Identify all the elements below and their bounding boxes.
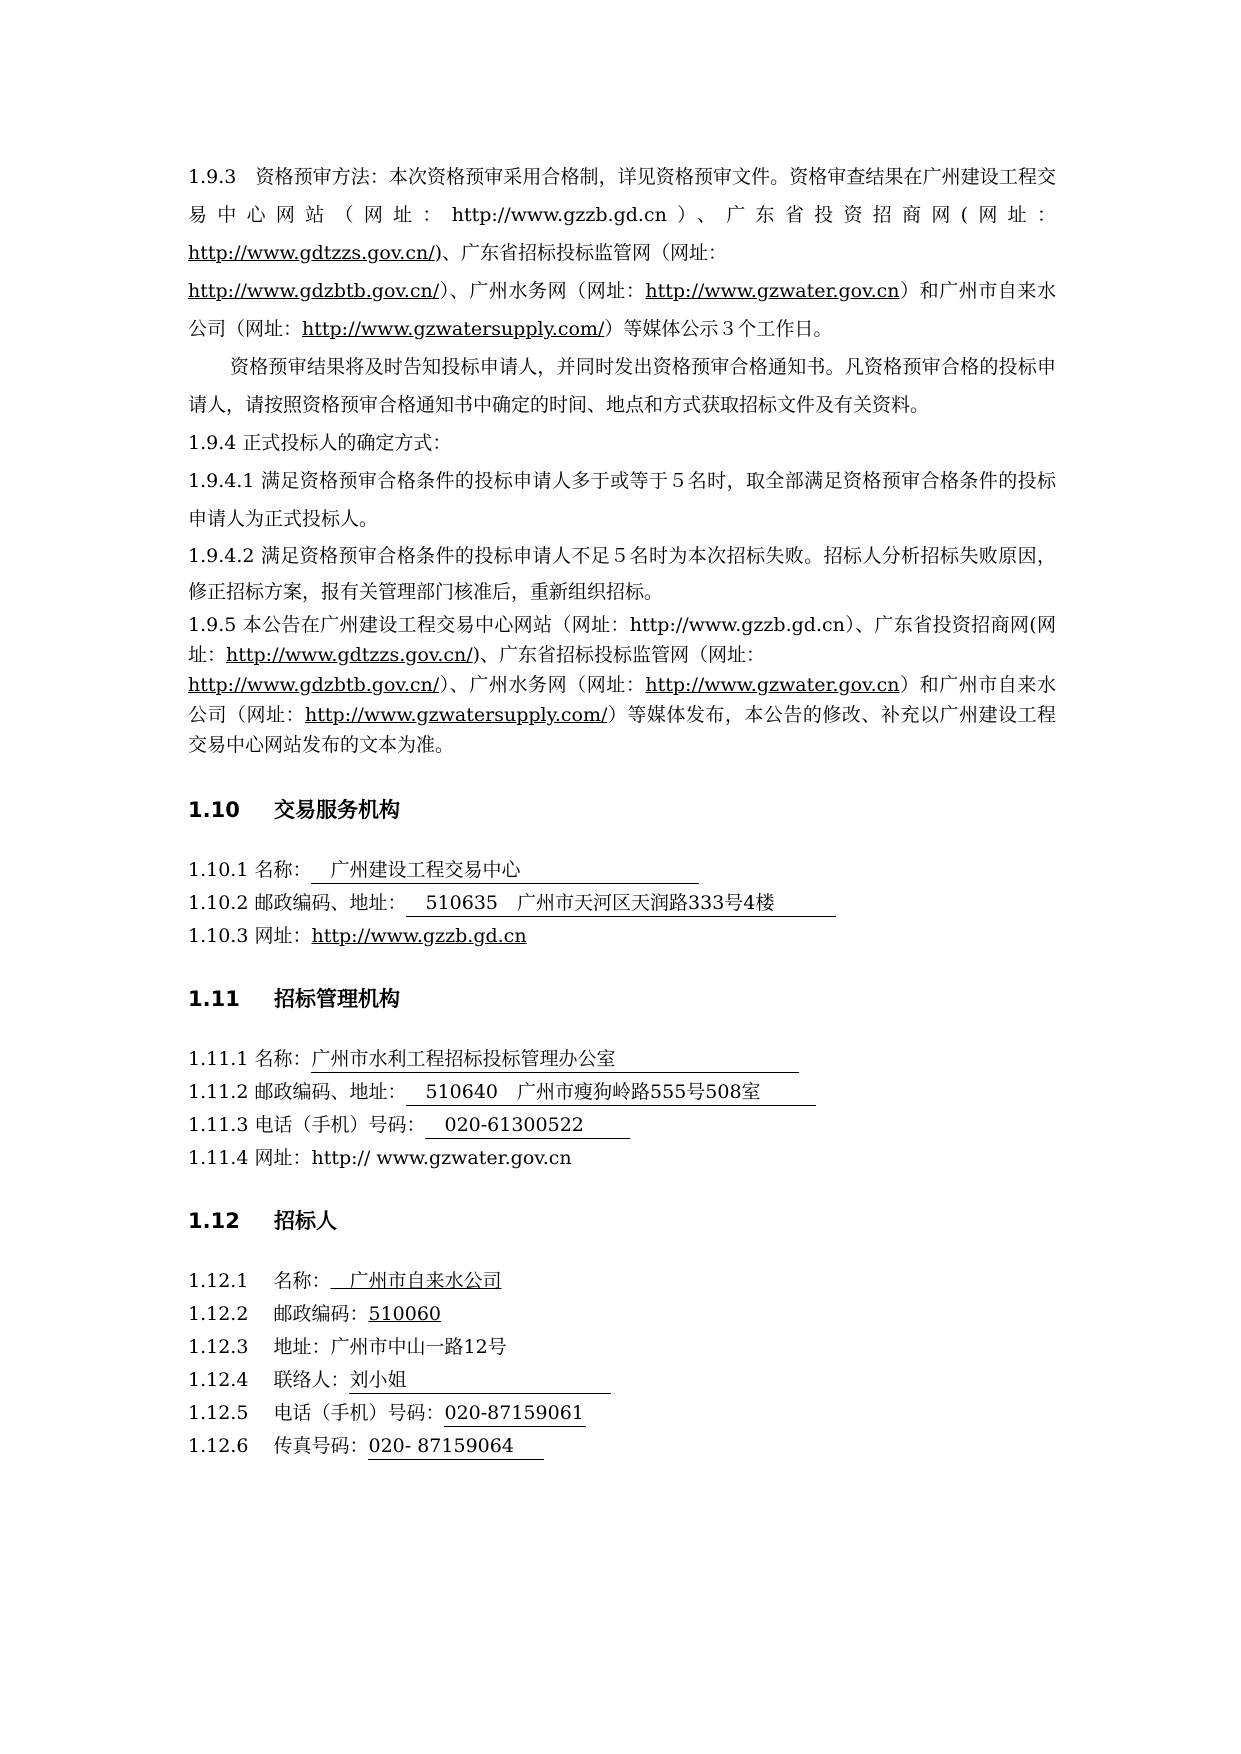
section-1-10-list (188, 854, 1056, 953)
item-value: 510635 广州市天河区天润路333号4楼 (406, 890, 836, 917)
list-item (188, 1109, 1056, 1142)
link-gzwatersupply-2[interactable]: http://www.gzwatersupply.com/ (305, 704, 608, 726)
list-item (188, 1076, 1056, 1109)
item-value: 广州市中山一路12号 (330, 1336, 507, 1358)
paragraph-1-9-3-result: 资格预审结果将及时告知投标申请人，并同时发出资格预审合格通知书。凡资格预审合格的投标申请人，请按照资格预审合格通知书中确定的时间、地点和方式获取招标文件及有关资料。 (188, 356, 1056, 416)
list-item (188, 1043, 1056, 1076)
text: )、广东省招标投标监管网（网址： (472, 644, 766, 666)
section-1-12-list (188, 1265, 1056, 1463)
item-key: 1.11.1 名称： (188, 1048, 312, 1070)
item-value: 020-87159061 (444, 1400, 586, 1427)
list-item (188, 920, 1056, 953)
item-value: http:// www.gzwater.gov.cn (311, 1147, 572, 1169)
link-gdzbtb-2[interactable]: http://www.gdzbtb.gov.cn/ (188, 674, 440, 696)
item-value: 广州市自来水公司 (330, 1270, 502, 1292)
paragraph-1-9-5 (188, 610, 1056, 760)
link-gdtzzs-2[interactable]: http://www.gdtzzs.gov.cn/ (226, 644, 473, 666)
list-item (188, 887, 1056, 920)
link-gzwater-2[interactable]: http://www.gzwater.gov.cn (645, 674, 900, 696)
section-heading-1-12 (188, 1205, 1056, 1235)
item-key: 1.12.2 邮政编码： (188, 1303, 369, 1325)
item-key: 1.12.6 传真号码： (188, 1435, 369, 1457)
text: ）和广州市自来水公司（网址： (188, 674, 1056, 726)
text: ）、广州水务网（网址： (439, 280, 646, 302)
item-key: 1.10.2 邮政编码、地址： (188, 892, 407, 914)
link-gdtzzs[interactable]: http://www.gdtzzs.gov.cn/ (188, 242, 435, 264)
link-gzwater[interactable]: http://www.gzwater.gov.cn (645, 280, 900, 302)
item-value: 510060 (368, 1303, 442, 1325)
item-value: 020-61300522 (425, 1112, 630, 1139)
item-key: 1.12.5 电话（手机）号码： (188, 1402, 445, 1424)
section-number: 1.11 (188, 987, 240, 1011)
item-value: 020- 87159064 (368, 1433, 544, 1460)
text: )、广东省招标投标监管网（网址： (434, 242, 728, 264)
section-number: 1.10 (188, 798, 240, 822)
section-title: 交易服务机构 (274, 798, 400, 822)
section-number: 1.12 (188, 1209, 240, 1233)
list-item (188, 1364, 1056, 1397)
section-title: 招标管理机构 (274, 987, 400, 1011)
item-value: 510640 广州市瘦狗岭路555号508室 (406, 1079, 816, 1106)
item-key: 1.12.3 地址： (188, 1336, 331, 1358)
list-item (188, 1298, 1056, 1331)
list-item (188, 854, 1056, 887)
item-key: 1.10.1 名称： (188, 859, 312, 881)
item-key: 1.12.4 联络人： (188, 1369, 350, 1391)
paragraph-1-9-3 (188, 158, 1056, 348)
list-item (188, 1142, 1056, 1175)
section-heading-1-11 (188, 983, 1056, 1013)
list-item (188, 1265, 1056, 1298)
section-heading-1-10 (188, 794, 1056, 824)
list-item (188, 1397, 1056, 1430)
item-key: 1.11.2 邮政编码、地址： (188, 1081, 407, 1103)
list-item (188, 1331, 1056, 1364)
item-key: 1.11.4 网址： (188, 1147, 312, 1169)
section-title: 招标人 (274, 1209, 337, 1233)
paragraph-1-9-4: 1.9.4 正式投标人的确定方式： (188, 432, 452, 454)
text: ）、广州水务网（网址： (439, 674, 646, 696)
link-gdzbtb[interactable]: http://www.gdzbtb.gov.cn/ (188, 280, 440, 302)
paragraph-1-9-4-2: 1.9.4.2 满足资格预审合格条件的投标申请人不足５名时为本次招标失败。招标人分析招标失败原因，修正招标方案，报有关管理部门核准后，重新组织招标。 (188, 545, 1056, 603)
item-value: 刘小姐 (349, 1367, 611, 1394)
item-key: 1.11.3 电话（手机）号码： (188, 1114, 426, 1136)
link-gzzb[interactable]: http://www.gzzb.gd.cn (311, 925, 527, 947)
text: 1.9.3 资格预审方法：本次资格预审采用合格制，详见资格预审文件。资格审查结果在广州建设工程交易中心网站（网址：http://www.gzzb.gd.cn）、广东省投资招商网(网址： (188, 166, 1056, 226)
item-value: 广州市水利工程招标投标管理办公室 (311, 1046, 799, 1073)
list-item (188, 1430, 1056, 1463)
item-key: 1.12.1 名称： (188, 1270, 331, 1292)
section-1-11-list (188, 1043, 1056, 1175)
item-key: 1.10.3 网址： (188, 925, 312, 947)
text: ）等媒体发布，本公告的修改、补充以广州建设工程交易中心网站发布的文本为准。 (188, 704, 1056, 756)
text: ）等媒体公示３个工作日。 (604, 318, 833, 340)
item-value: 广州建设工程交易中心 (311, 857, 699, 884)
document-page (188, 158, 1056, 1463)
paragraph-1-9-4-1: 1.9.4.1 满足资格预审合格条件的投标申请人多于或等于５名时，取全部满足资格预审合格条件的投标申请人为正式投标人。 (188, 470, 1056, 530)
text: 1.9.5 本公告在广州建设工程交易中心网站（网址：http://www.gzzb.gd.cn）、广东省投资招商网(网址： (188, 614, 1056, 666)
text: ）和广州市自来水公司（网址： (188, 280, 1056, 340)
link-gzwatersupply[interactable]: http://www.gzwatersupply.com/ (302, 318, 605, 340)
